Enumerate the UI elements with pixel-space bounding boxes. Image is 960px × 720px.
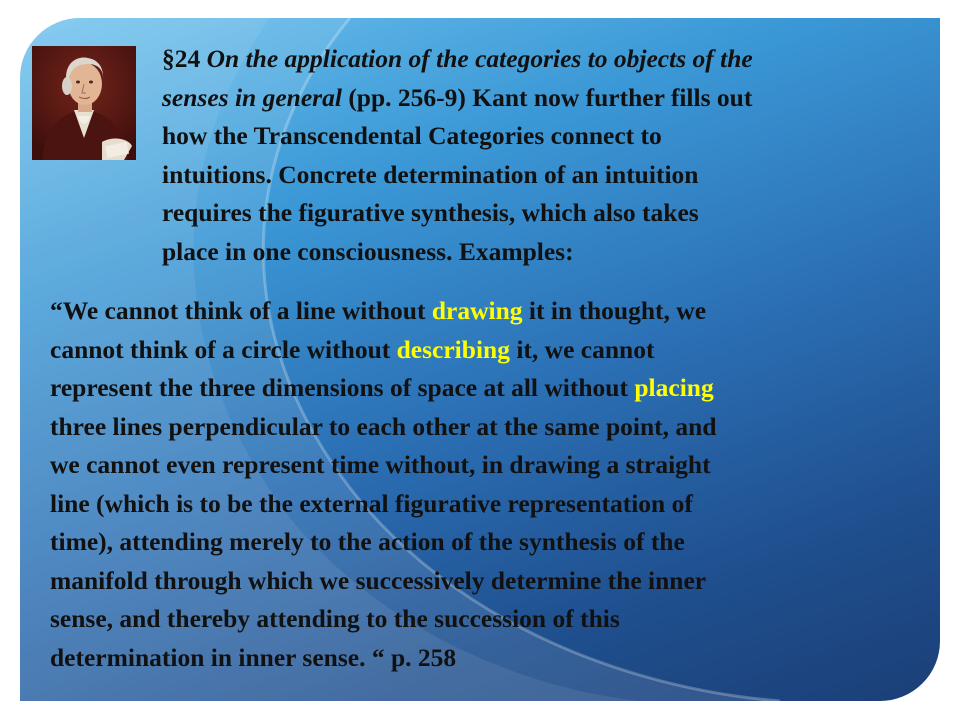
quote-line-4: three lines perpendicular to each other at the same point, and	[50, 411, 717, 441]
intro-line-6: place in one consciousness. Examples:	[162, 236, 574, 266]
quote-line-1	[50, 292, 910, 331]
quote-line-2	[50, 331, 910, 370]
intro-line-5: requires the figurative synthesis, which also takes	[162, 198, 699, 227]
highlight-placing: placing	[634, 373, 714, 402]
intro-line-2-tail: (pp. 256-9) Kant now further fills out	[341, 82, 753, 112]
quote-line-8: manifold through which we successively determine the inner	[50, 565, 707, 595]
section-title-part-2: senses in general	[162, 82, 342, 112]
section-number: §24	[162, 44, 207, 73]
quote-line-10: determination in inner sense. “ p. 258	[50, 642, 457, 672]
quote-line-5: we cannot even represent time without, in drawing a straight	[50, 450, 711, 479]
kant-portrait	[32, 46, 136, 160]
quote-text: “We cannot think of a line without	[50, 296, 432, 325]
intro-line-4: intuitions. Concrete determination of an intuition	[162, 159, 699, 189]
quote-text: it in thought, we	[522, 296, 707, 325]
intro-line-1	[162, 40, 914, 79]
highlight-drawing: drawing	[431, 296, 523, 325]
quote-text: it, we cannot	[509, 334, 655, 364]
quote-line-6: line (which is to be the external figurative representation of	[50, 488, 693, 518]
quote-text: represent the three dimensions of space at all without	[50, 373, 635, 402]
intro-line-2	[162, 79, 914, 118]
section-title-part-1: On the application of the categories to objects of the	[206, 44, 753, 73]
quote-text: cannot think of a circle without	[50, 334, 397, 364]
intro-line-3: how the Transcendental Categories connect to	[162, 121, 662, 150]
quote-line-7: time), attending merely to the action of the synthesis of the	[50, 527, 685, 556]
quote-line-9: sense, and thereby attending to the succession of this	[50, 604, 620, 633]
kant-quote	[50, 292, 910, 677]
highlight-describing: describing	[396, 334, 510, 364]
intro-paragraph	[162, 40, 914, 271]
quote-line-3	[50, 369, 910, 408]
